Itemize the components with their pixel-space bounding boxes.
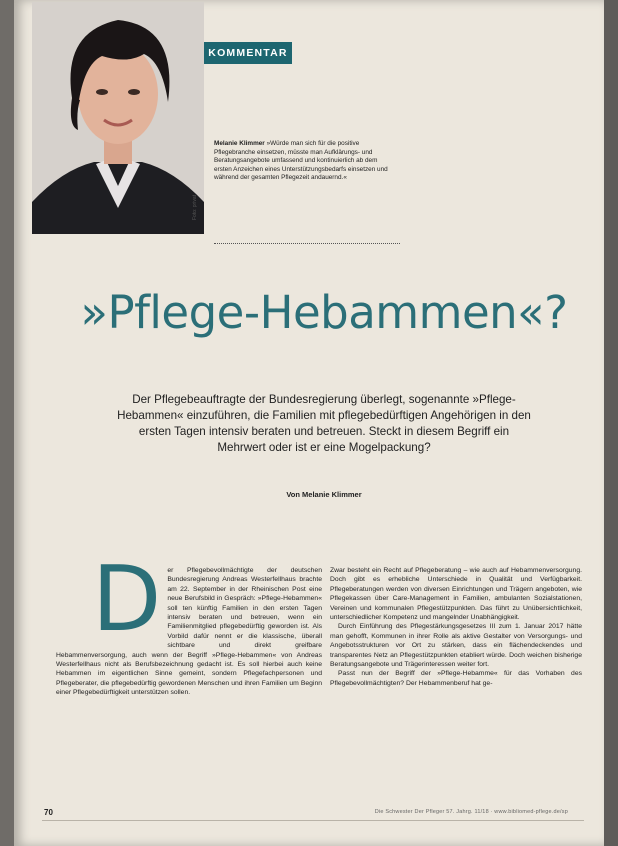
photo-credit: Foto: privat — [192, 194, 198, 220]
body-paragraph: Passt nun der Begriff der »Pflege-Hebamme« für das Vorhaben des Pflegebevollmächtigten? Der Hebammenberuf hat ge- — [330, 670, 582, 687]
magazine-page — [14, 0, 604, 846]
dotted-divider — [214, 243, 400, 244]
scan-edge — [604, 0, 618, 846]
body-paragraph: er Pflegebevollmächtigte der deutschen Bundesregierung Andreas Westerfellhaus brachte am 22. September in der Rheinischen Post eine neue Berufsbild in Gespräch: »Pflege-Hebammen« soll ten künftig Familien in den ersten Tagen intensiv beraten und betreuen, wenn ein Familienmitglied pflegebedürftig geworden ist. Als Vorbild dafür nennt er die klassische, überall sichtbare und direkt greifbare Hebammenversorgung, auch wenn der Begriff »Pflege-Hebammen« von Andreas Westerfellhaus nicht als Berufsbezeichnung gedacht ist. Es soll hierbei auch keine Hebammen im eigentlichen Sinne gemeint, sondern Pflegefachpersonen und Pflegeberater, die pflegebedürftig gewordenen Menschen und ihren Familien um Beginn einer Pflegebedürftigkeit unterstützen sollen. — [56, 567, 322, 697]
body-column-right — [330, 566, 582, 688]
footer-publication: Die Schwester Der Pfleger 57. Jahrg. 11/18 · www.bibliomed-pflege.de/sp — [374, 809, 568, 815]
footer-divider — [42, 820, 584, 821]
body-paragraph: Zwar besteht ein Recht auf Pflegeberatung – wie auch auf Hebammenversorgung. Doch gibt es erhebliche Unterschiede in Qualität und Verfügbarkeit. Pflegeberatungen werden von diversen Einrichtungen und Trägern angeboten, wie Pflegekassen über Care-Management in Familien, ambulanten Sozialstationen, Vereinen und kommunalen Pflegestützpunkten. Das führt zu Unübersichtlichkeit, unterschiedlicher Kompetenz und mangelnder Unabhängigkeit. — [330, 567, 582, 622]
lead-paragraph: Der Pflegebeauftragte der Bundesregierung überlegt, sogenannte »Pflege-Hebammen« einzuführen, die Familien mit pflegebedürftigen Angehörigen in den ersten Tagen intensiv beraten und betreuen. Steckt in diesem Begriff ein Mehrwert oder ist er eine Mogelpackung? — [117, 393, 531, 454]
author-quote: »Würde man sich für die positive Pflegebranche einsetzen, müsste man Aufklärungs- und Beratungsangebote umfassend und kontinuierlich ab dem ersten Anzeichen eines Unterstützungsbedarfs einsetzen und während der gesamten Pflegezeit andauernd.« — [214, 140, 388, 182]
drop-cap: D — [92, 547, 162, 652]
author-name: Melanie Klimmer — [214, 140, 265, 147]
body-column-left — [56, 547, 322, 698]
author-portrait-illustration — [32, 2, 204, 234]
author-photo — [32, 2, 204, 234]
author-bio — [214, 140, 394, 183]
headline: »Pflege-Hebammen«? — [80, 286, 568, 339]
body-paragraph: Durch Einführung des Pflegestärkungsgesetzes III zum 1. Januar 2017 hätte man gehofft, Kommunen in ihrer Rolle als aktive Gestalter von Versorgungs- und Angebotsstrukturen vor Ort zu stärken, dass ein flächendeckendes und transparentes Netz an Pflegestützpunkten etabliert würde. Doch weichen bisherige Beratungsangebote und Trägerinteressen weiter fort. — [330, 623, 582, 669]
page-number: 70 — [44, 808, 53, 817]
section-tag: KOMMENTAR — [204, 42, 292, 64]
byline: Von Melanie Klimmer — [286, 490, 362, 499]
